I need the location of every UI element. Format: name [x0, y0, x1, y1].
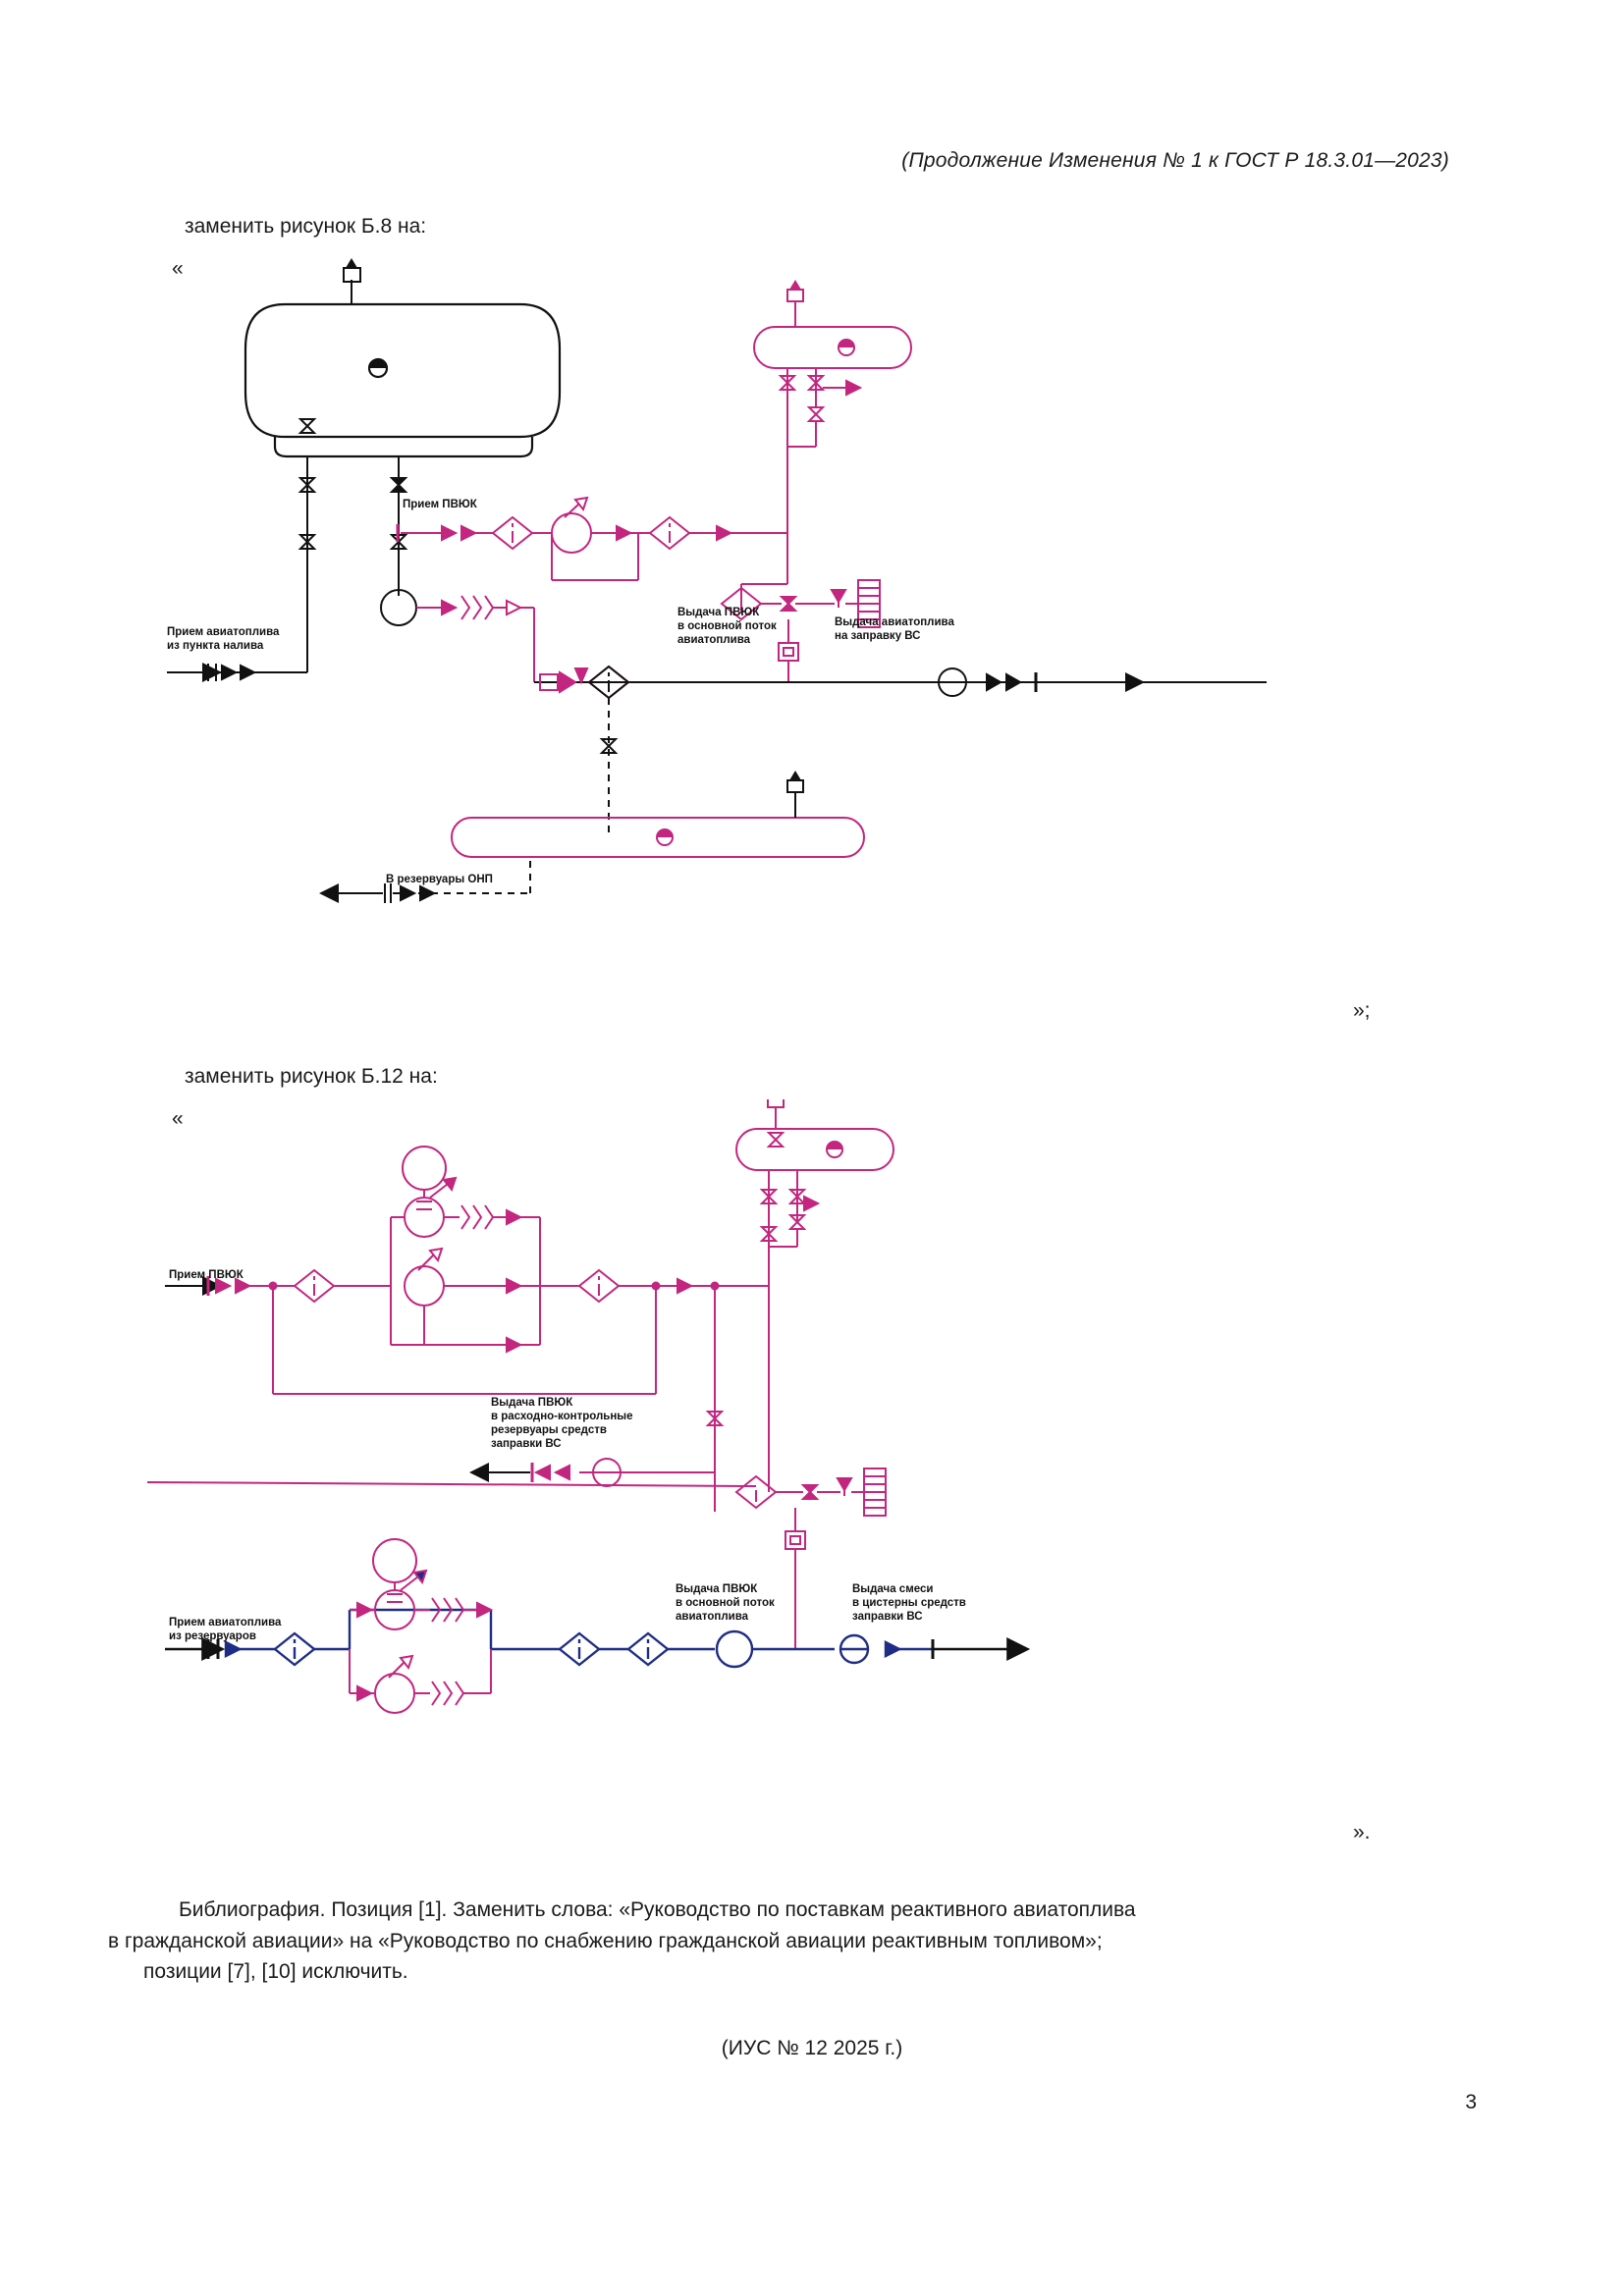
label-inlet-fuel-line2: из пункта налива	[167, 640, 264, 652]
bibliography-line-1: Библиография. Позиция [1]. Заменить слова: «Руководство по поставкам реактивного авиатоплива	[179, 1898, 1136, 1921]
label-b12-outlet-main-2: в основной поток	[676, 1597, 775, 1609]
label-b12-outlet-main-1: Выдача ПВЮК	[676, 1583, 758, 1595]
label-b12-outlet-control-2: в расходно-контрольные	[491, 1411, 633, 1422]
label-outlet-pvzh-main-2: в основной поток	[677, 620, 777, 632]
label-b12-outlet-main-3: авиатоплива	[676, 1611, 749, 1623]
label-outlet-fuel-1: Выдача авиатоплива	[835, 616, 954, 628]
quote-close-1: »;	[1353, 999, 1371, 1022]
label-b12-inlet-pvzh: Прием ПВЮК	[169, 1269, 244, 1281]
label-outlet-pvzh-main-1: Выдача ПВЮК	[677, 607, 760, 618]
label-outlet-fuel-2: на заправку ВС	[835, 630, 921, 642]
label-b12-outlet-control-3: резервуары средств	[491, 1424, 607, 1436]
label-b12-outlet-mix-1: Выдача смеси	[852, 1583, 934, 1595]
label-to-onp: В резервуары ОНП	[386, 874, 493, 885]
quote-close-2: ».	[1353, 1821, 1371, 1843]
label-b12-outlet-control-1: Выдача ПВЮК	[491, 1397, 573, 1409]
label-inlet-fuel-line1: Прием авиатоплива	[167, 626, 280, 638]
label-b12-inlet-fuel-2: из резервуаров	[169, 1630, 256, 1642]
instruction-replace-figure-b8: заменить рисунок Б.8 на:	[185, 215, 427, 238]
instruction-replace-figure-b12: заменить рисунок Б.12 на:	[185, 1065, 438, 1088]
bibliography-line-3: позиции [7], [10] исключить.	[143, 1960, 408, 1983]
quote-open-2: «	[172, 1107, 184, 1130]
label-b12-outlet-control-4: заправки ВС	[491, 1438, 562, 1450]
quote-open-1: «	[172, 257, 184, 280]
bibliography-line-2: в гражданской авиации» на «Руководство по снабжению гражданской авиации реактивным топливом»;	[108, 1929, 1103, 1952]
bibliography-paragraph	[108, 1895, 1522, 1988]
label-outlet-pvzh-main-3: авиатоплива	[677, 634, 751, 646]
figure-b12	[147, 1099, 1463, 1845]
ius-footer: (ИУС № 12 2025 г.)	[721, 2037, 903, 2059]
page-number: 3	[1465, 2091, 1477, 2113]
label-b12-outlet-mix-2: в цистерны средств	[852, 1597, 966, 1609]
tank-main	[245, 304, 560, 456]
label-b12-inlet-fuel-1: Прием авиатоплива	[169, 1617, 282, 1629]
continuation-header: (Продолжение Изменения № 1 к ГОСТ Р 18.3.01—2023)	[901, 149, 1449, 172]
figure-b8	[147, 250, 1463, 1026]
label-b12-outlet-mix-3: заправки ВС	[852, 1611, 923, 1623]
label-inlet-pvzh: Прием ПВЮК	[403, 499, 477, 510]
